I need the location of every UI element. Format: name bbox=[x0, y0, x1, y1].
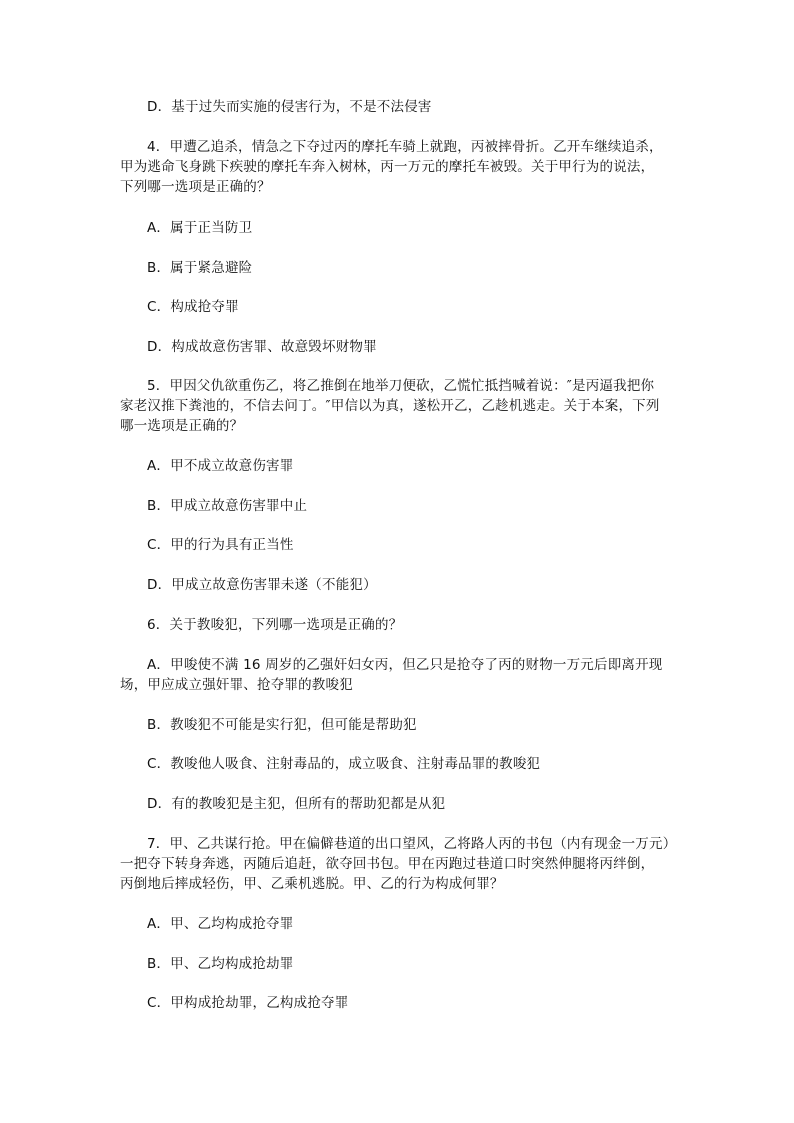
q5-stem-line-1: 5．甲因父仇欲重伤乙，将乙推倒在地举刀便砍，乙慌忙抵挡喊着说：″是丙逼我把你 bbox=[147, 378, 655, 394]
q6-option-a-line-2: 场，甲应成立强奸罪、抢夺罪的教唆犯 bbox=[120, 677, 353, 693]
q7-stem-line-2: 一把夺下转身奔逃，丙随后追赶，欲夺回书包。甲在丙跑过巷道口时突然伸腿将丙绊倒， bbox=[120, 856, 655, 872]
q7-option-a: A．甲、乙均构成抢夺罪 bbox=[147, 916, 294, 932]
q6-stem: 6．关于教唆犯，下列哪一选项是正确的？ bbox=[147, 617, 403, 633]
q7-option-b: B．甲、乙均构成抢劫罪 bbox=[147, 956, 294, 972]
q4-option-a: A．属于正当防卫 bbox=[147, 220, 253, 236]
q4-option-d: D．构成故意伤害罪、故意毁坏财物罪 bbox=[147, 339, 377, 355]
q7-stem-line-3: 丙倒地后摔成轻伤，甲、乙乘机逃脱。甲、乙的行为构成何罪？ bbox=[120, 876, 504, 892]
q4-stem-line-3: 下列哪一选项是正确的？ bbox=[120, 179, 271, 195]
q6-option-a-line-1: A．甲唆使不满 16 周岁的乙强奸妇女丙，但乙只是抢夺了丙的财物一万元后即离开现 bbox=[147, 657, 663, 673]
q3-option-d: D．基于过失而实施的侵害行为，不是不法侵害 bbox=[147, 99, 432, 115]
q4-stem-line-1: 4．甲遭乙追杀，情急之下夺过丙的摩托车骑上就跑，丙被摔骨折。乙开车继续追杀， bbox=[147, 139, 663, 155]
q7-option-c: C．甲构成抢劫罪，乙构成抢夺罪 bbox=[147, 995, 349, 1011]
q5-option-d: D．甲成立故意伤害罪未遂（不能犯） bbox=[147, 577, 377, 593]
q5-option-c: C．甲的行为具有正当性 bbox=[147, 537, 294, 553]
q5-stem-line-2: 家老汉推下粪池的，不信去问丁。″甲信以为真，遂松开乙，乙趁机逃走。关于本案，下列 bbox=[120, 398, 660, 414]
q4-stem-line-2: 甲为逃命飞身跳下疾驶的摩托车奔入树林，丙一万元的摩托车被毁。关于甲行为的说法， bbox=[120, 159, 655, 175]
q7-stem-line-1: 7．甲、乙共谋行抢。甲在偏僻巷道的出口望风，乙将路人丙的书包（内有现金一万元） bbox=[147, 836, 677, 852]
q5-option-a: A．甲不成立故意伤害罪 bbox=[147, 458, 294, 474]
q6-option-c: C．教唆他人吸食、注射毒品的，成立吸食、注射毒品罪的教唆犯 bbox=[147, 756, 541, 772]
q5-stem-line-3: 哪一选项是正确的？ bbox=[120, 418, 244, 434]
q4-option-c: C．构成抢夺罪 bbox=[147, 299, 239, 315]
q4-option-b: B．属于紧急避险 bbox=[147, 260, 253, 276]
q6-option-d: D．有的教唆犯是主犯，但所有的帮助犯都是从犯 bbox=[147, 796, 446, 812]
q6-option-b: B．教唆犯不可能是实行犯，但可能是帮助犯 bbox=[147, 717, 417, 733]
q5-option-b: B．甲成立故意伤害罪中止 bbox=[147, 498, 308, 514]
